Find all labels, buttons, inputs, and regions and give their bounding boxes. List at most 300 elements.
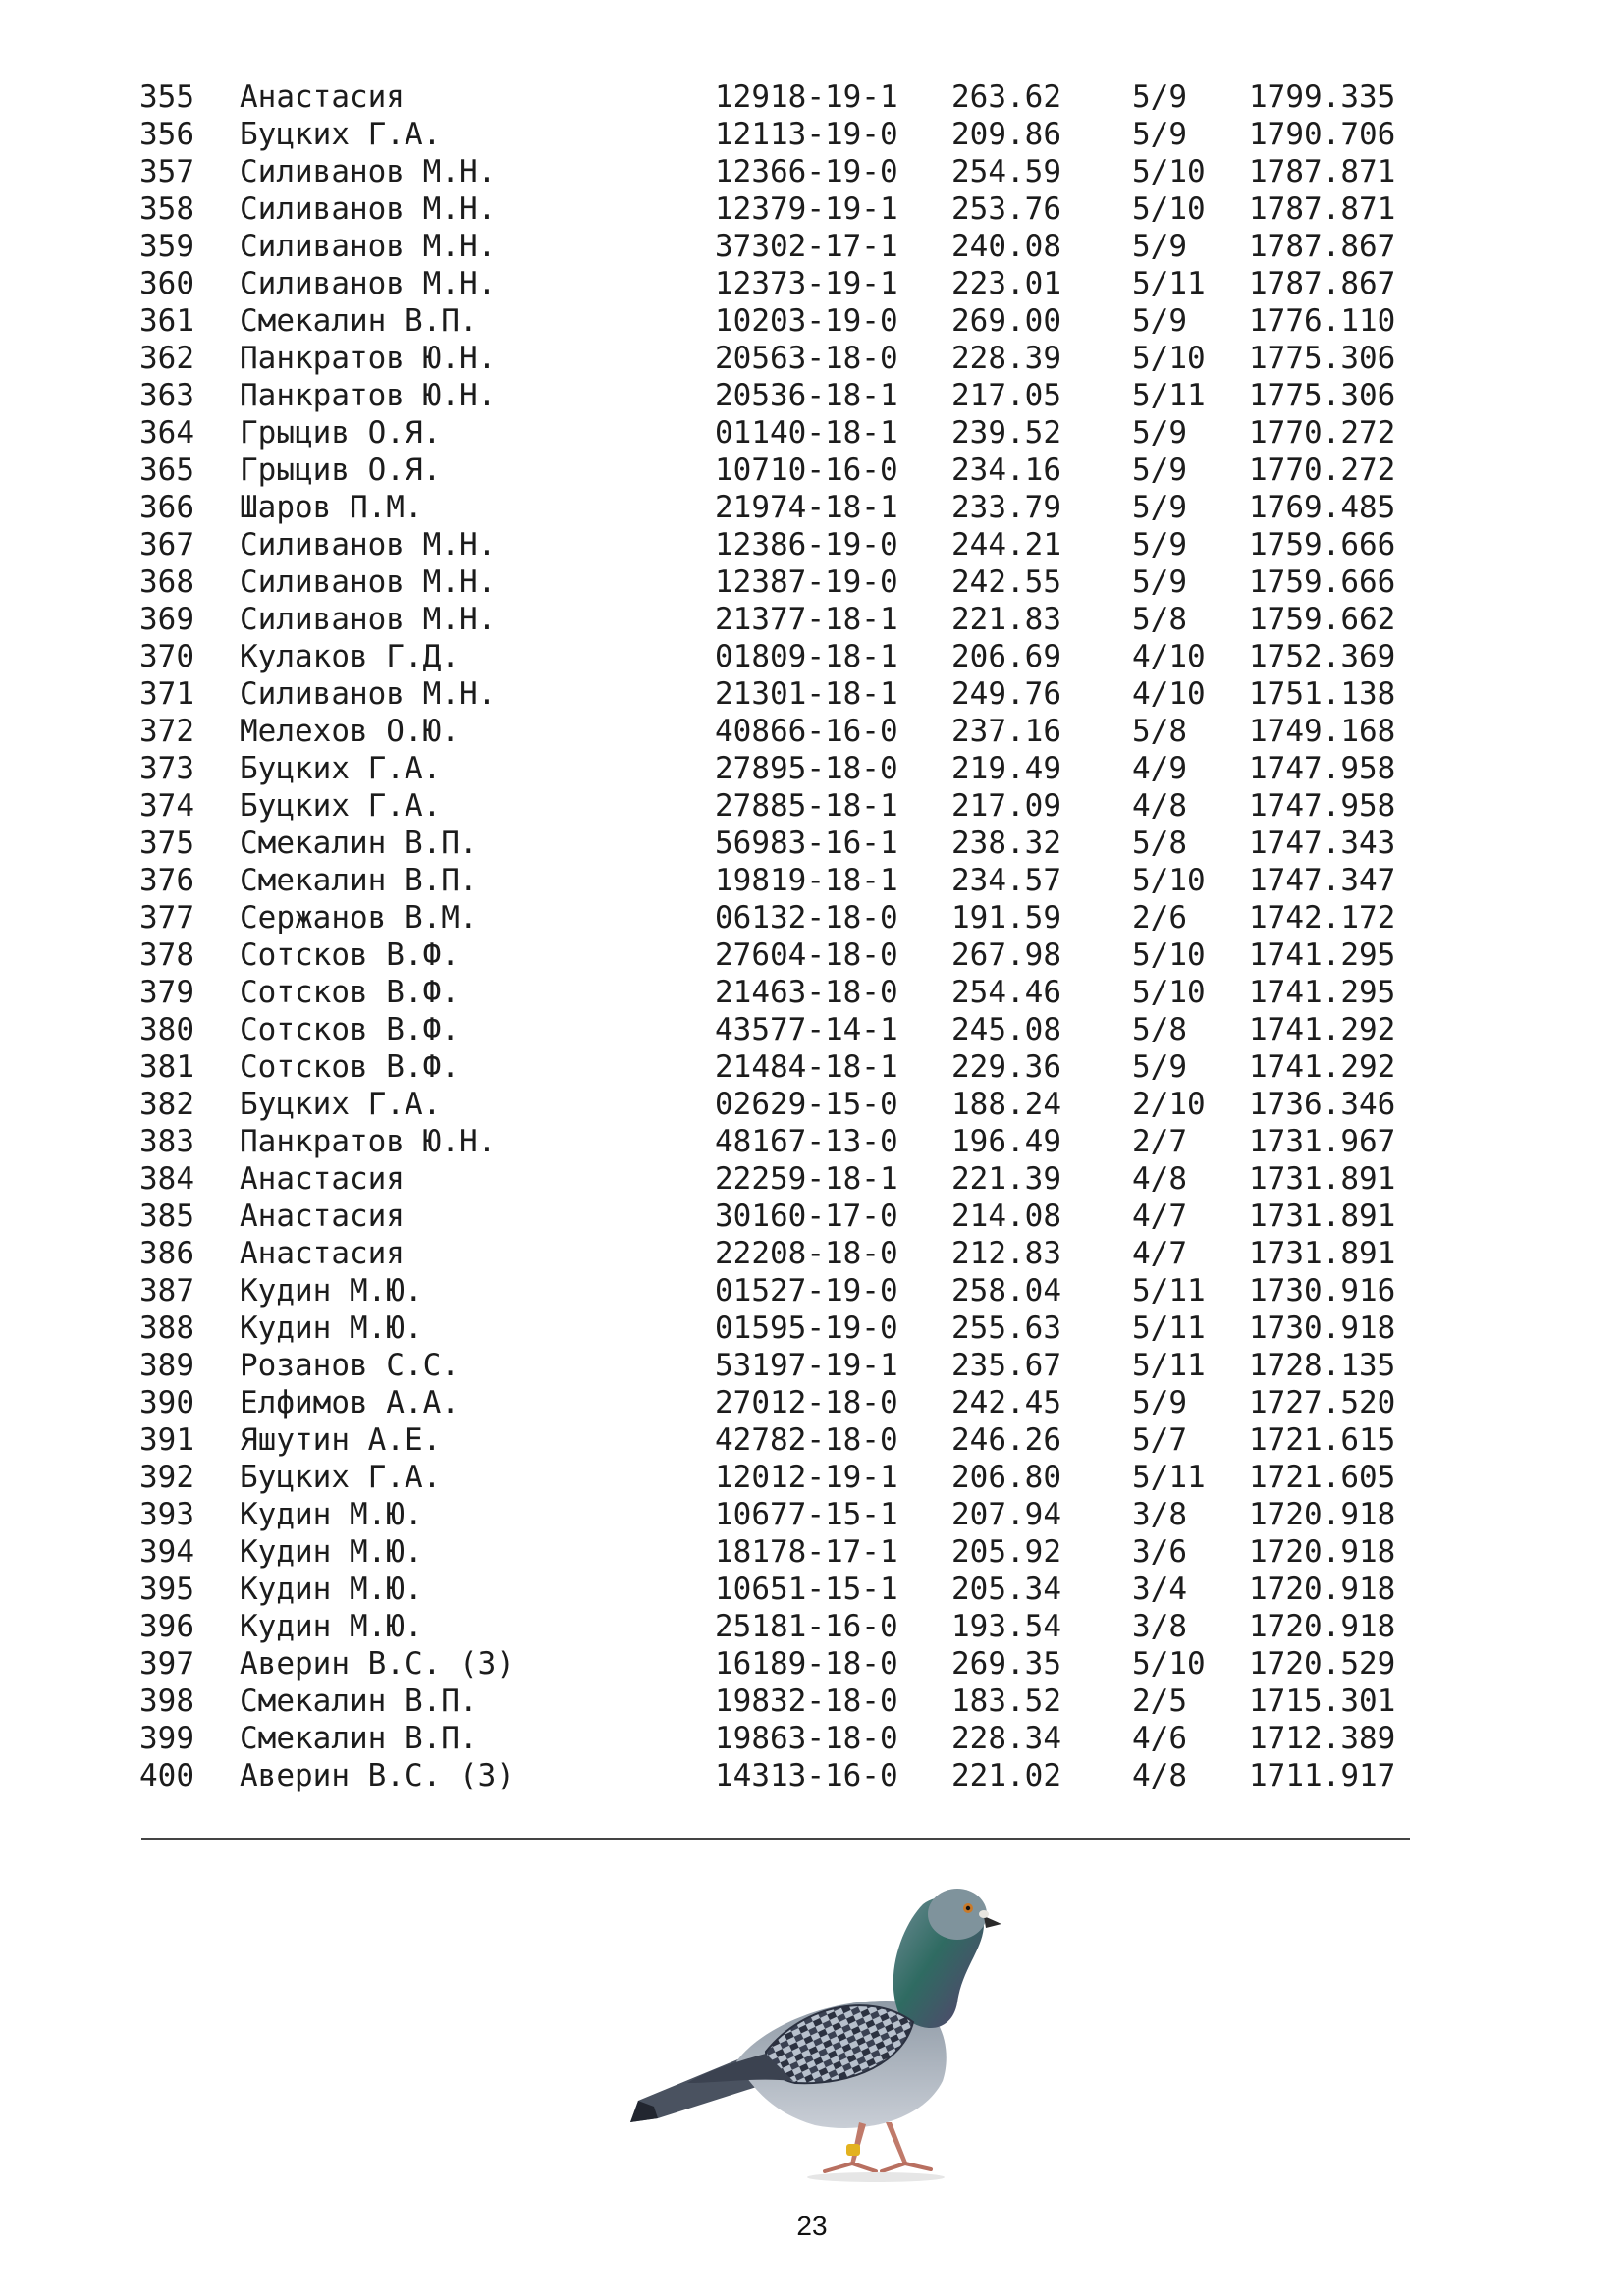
row-count: 4/6 xyxy=(1132,1721,1187,1756)
row-distance: 219.49 xyxy=(951,751,1061,786)
row-name: Силиванов М.Н. xyxy=(240,527,497,562)
row-distance: 269.00 xyxy=(951,303,1061,339)
row-distance: 242.45 xyxy=(951,1385,1061,1420)
row-place: 371 xyxy=(139,676,194,712)
row-place: 367 xyxy=(139,527,194,562)
row-ring: 14313-16-0 xyxy=(715,1758,898,1793)
row-ring: 10710-16-0 xyxy=(715,453,898,488)
row-count: 5/9 xyxy=(1132,527,1187,562)
row-place: 357 xyxy=(139,154,194,189)
row-score: 1731.967 xyxy=(1249,1124,1396,1159)
row-place: 375 xyxy=(139,826,194,861)
row-count: 5/9 xyxy=(1132,453,1187,488)
row-ring: 19863-18-0 xyxy=(715,1721,898,1756)
row-distance: 246.26 xyxy=(951,1422,1061,1458)
row-name: Сотсков В.Ф. xyxy=(240,1049,460,1085)
table-row xyxy=(139,79,1416,116)
row-distance: 207.94 xyxy=(951,1497,1061,1532)
row-count: 4/8 xyxy=(1132,1161,1187,1197)
row-score: 1752.369 xyxy=(1249,639,1396,674)
row-count: 5/8 xyxy=(1132,826,1187,861)
row-ring: 27012-18-0 xyxy=(715,1385,898,1420)
row-count: 2/5 xyxy=(1132,1683,1187,1719)
row-name: Шаров П.М. xyxy=(240,490,423,525)
row-distance: 242.55 xyxy=(951,564,1061,600)
row-ring: 02629-15-0 xyxy=(715,1087,898,1122)
row-distance: 228.39 xyxy=(951,341,1061,376)
row-distance: 238.32 xyxy=(951,826,1061,861)
row-distance: 212.83 xyxy=(951,1236,1061,1271)
table-row xyxy=(139,1533,1416,1571)
row-name: Аверин В.С. (З) xyxy=(240,1646,514,1682)
row-score: 1711.917 xyxy=(1249,1758,1396,1793)
row-ring: 21484-18-1 xyxy=(715,1049,898,1085)
table-row xyxy=(139,1757,1416,1794)
row-count: 5/9 xyxy=(1132,490,1187,525)
row-distance: 263.62 xyxy=(951,80,1061,115)
row-place: 385 xyxy=(139,1199,194,1234)
row-distance: 245.08 xyxy=(951,1012,1061,1047)
row-count: 5/10 xyxy=(1132,937,1206,973)
row-score: 1742.172 xyxy=(1249,900,1396,935)
row-name: Сержанов В.М. xyxy=(240,900,478,935)
row-name: Елфимов А.А. xyxy=(240,1385,460,1420)
row-count: 5/10 xyxy=(1132,975,1206,1010)
row-score: 1749.168 xyxy=(1249,714,1396,749)
row-name: Грыцив О.Я. xyxy=(240,415,442,451)
row-ring: 10203-19-0 xyxy=(715,303,898,339)
row-ring: 01595-19-0 xyxy=(715,1310,898,1346)
row-distance: 234.16 xyxy=(951,453,1061,488)
row-distance: 221.83 xyxy=(951,602,1061,637)
row-distance: 240.08 xyxy=(951,229,1061,264)
row-score: 1741.295 xyxy=(1249,975,1396,1010)
table-row xyxy=(139,787,1416,825)
row-count: 5/8 xyxy=(1132,1012,1187,1047)
table-row xyxy=(139,116,1416,153)
row-place: 400 xyxy=(139,1758,194,1793)
row-distance: 254.46 xyxy=(951,975,1061,1010)
row-score: 1747.958 xyxy=(1249,788,1396,824)
row-count: 2/7 xyxy=(1132,1124,1187,1159)
row-name: Анастасия xyxy=(240,1236,405,1271)
table-row xyxy=(139,1160,1416,1198)
row-count: 2/10 xyxy=(1132,1087,1206,1122)
row-distance: 267.98 xyxy=(951,937,1061,973)
row-ring: 19832-18-0 xyxy=(715,1683,898,1719)
row-score: 1720.918 xyxy=(1249,1572,1396,1607)
table-row xyxy=(139,1384,1416,1421)
row-score: 1727.520 xyxy=(1249,1385,1396,1420)
row-distance: 258.04 xyxy=(951,1273,1061,1308)
row-score: 1759.666 xyxy=(1249,527,1396,562)
row-place: 387 xyxy=(139,1273,194,1308)
row-place: 378 xyxy=(139,937,194,973)
row-place: 381 xyxy=(139,1049,194,1085)
row-count: 5/8 xyxy=(1132,714,1187,749)
table-row xyxy=(139,414,1416,452)
row-count: 5/9 xyxy=(1132,1385,1187,1420)
row-ring: 10677-15-1 xyxy=(715,1497,898,1532)
row-distance: 233.79 xyxy=(951,490,1061,525)
results-list xyxy=(139,79,1416,1794)
table-row xyxy=(139,1048,1416,1086)
table-row xyxy=(139,1645,1416,1682)
row-count: 5/11 xyxy=(1132,1348,1206,1383)
row-place: 398 xyxy=(139,1683,194,1719)
divider-line xyxy=(141,1838,1410,1840)
table-row xyxy=(139,1720,1416,1757)
table-row xyxy=(139,1123,1416,1160)
table-row xyxy=(139,974,1416,1011)
table-row xyxy=(139,750,1416,787)
row-score: 1769.485 xyxy=(1249,490,1396,525)
row-place: 379 xyxy=(139,975,194,1010)
row-score: 1790.706 xyxy=(1249,117,1396,152)
row-score: 1759.662 xyxy=(1249,602,1396,637)
row-name: Панкратов Ю.Н. xyxy=(240,341,497,376)
row-score: 1776.110 xyxy=(1249,303,1396,339)
row-place: 377 xyxy=(139,900,194,935)
row-score: 1741.292 xyxy=(1249,1012,1396,1047)
row-count: 4/10 xyxy=(1132,639,1206,674)
row-score: 1720.918 xyxy=(1249,1534,1396,1570)
row-ring: 48167-13-0 xyxy=(715,1124,898,1159)
table-row xyxy=(139,265,1416,302)
row-name: Грыцив О.Я. xyxy=(240,453,442,488)
row-distance: 188.24 xyxy=(951,1087,1061,1122)
row-name: Смекалин В.П. xyxy=(240,863,478,898)
row-ring: 19819-18-1 xyxy=(715,863,898,898)
row-name: Розанов С.С. xyxy=(240,1348,460,1383)
table-row xyxy=(139,228,1416,265)
table-row xyxy=(139,862,1416,899)
row-ring: 16189-18-0 xyxy=(715,1646,898,1682)
row-ring: 12012-19-1 xyxy=(715,1460,898,1495)
row-score: 1712.389 xyxy=(1249,1721,1396,1756)
row-name: Буцких Г.А. xyxy=(240,751,442,786)
row-ring: 21377-18-1 xyxy=(715,602,898,637)
row-name: Смекалин В.П. xyxy=(240,826,478,861)
row-distance: 221.02 xyxy=(951,1758,1061,1793)
row-score: 1720.529 xyxy=(1249,1646,1396,1682)
row-distance: 253.76 xyxy=(951,191,1061,227)
row-ring: 56983-16-1 xyxy=(715,826,898,861)
row-ring: 10651-15-1 xyxy=(715,1572,898,1607)
row-ring: 30160-17-0 xyxy=(715,1199,898,1234)
row-ring: 22208-18-0 xyxy=(715,1236,898,1271)
row-count: 5/11 xyxy=(1132,1310,1206,1346)
row-name: Буцких Г.А. xyxy=(240,1087,442,1122)
row-place: 359 xyxy=(139,229,194,264)
row-distance: 206.80 xyxy=(951,1460,1061,1495)
row-name: Буцких Г.А. xyxy=(240,788,442,824)
row-count: 2/6 xyxy=(1132,900,1187,935)
row-score: 1731.891 xyxy=(1249,1236,1396,1271)
row-score: 1731.891 xyxy=(1249,1199,1396,1234)
row-score: 1747.347 xyxy=(1249,863,1396,898)
row-place: 358 xyxy=(139,191,194,227)
row-count: 5/11 xyxy=(1132,1273,1206,1308)
row-name: Силиванов М.Н. xyxy=(240,154,497,189)
row-score: 1759.666 xyxy=(1249,564,1396,600)
row-place: 376 xyxy=(139,863,194,898)
row-score: 1787.867 xyxy=(1249,266,1396,301)
row-score: 1721.615 xyxy=(1249,1422,1396,1458)
row-place: 372 xyxy=(139,714,194,749)
row-name: Смекалин В.П. xyxy=(240,1721,478,1756)
table-row xyxy=(139,153,1416,190)
row-place: 362 xyxy=(139,341,194,376)
row-count: 5/9 xyxy=(1132,80,1187,115)
table-row xyxy=(139,1086,1416,1123)
row-place: 368 xyxy=(139,564,194,600)
row-place: 369 xyxy=(139,602,194,637)
table-row xyxy=(139,1309,1416,1347)
row-ring: 18178-17-1 xyxy=(715,1534,898,1570)
row-score: 1787.871 xyxy=(1249,154,1396,189)
table-row xyxy=(139,825,1416,862)
row-count: 4/7 xyxy=(1132,1236,1187,1271)
row-ring: 21301-18-1 xyxy=(715,676,898,712)
row-name: Панкратов Ю.Н. xyxy=(240,378,497,413)
row-ring: 01140-18-1 xyxy=(715,415,898,451)
table-row xyxy=(139,713,1416,750)
row-ring: 53197-19-1 xyxy=(715,1348,898,1383)
row-name: Мелехов О.Ю. xyxy=(240,714,460,749)
row-count: 5/11 xyxy=(1132,1460,1206,1495)
table-row xyxy=(139,489,1416,526)
table-row xyxy=(139,1272,1416,1309)
row-score: 1770.272 xyxy=(1249,453,1396,488)
row-score: 1747.343 xyxy=(1249,826,1396,861)
table-row xyxy=(139,1496,1416,1533)
row-place: 388 xyxy=(139,1310,194,1346)
row-distance: 228.34 xyxy=(951,1721,1061,1756)
table-row xyxy=(139,1011,1416,1048)
row-score: 1736.346 xyxy=(1249,1087,1396,1122)
row-distance: 254.59 xyxy=(951,154,1061,189)
row-ring: 12379-19-1 xyxy=(715,191,898,227)
row-score: 1730.916 xyxy=(1249,1273,1396,1308)
row-name: Анастасия xyxy=(240,1161,405,1197)
table-row xyxy=(139,601,1416,638)
row-distance: 217.05 xyxy=(951,378,1061,413)
row-place: 394 xyxy=(139,1534,194,1570)
row-ring: 27604-18-0 xyxy=(715,937,898,973)
row-score: 1730.918 xyxy=(1249,1310,1396,1346)
row-ring: 12386-19-0 xyxy=(715,527,898,562)
row-count: 4/8 xyxy=(1132,788,1187,824)
row-name: Силиванов М.Н. xyxy=(240,602,497,637)
row-name: Аверин В.С. (З) xyxy=(240,1758,514,1793)
row-score: 1721.605 xyxy=(1249,1460,1396,1495)
row-name: Сотсков В.Ф. xyxy=(240,1012,460,1047)
row-score: 1787.871 xyxy=(1249,191,1396,227)
row-name: Силиванов М.Н. xyxy=(240,191,497,227)
row-name: Панкратов Ю.Н. xyxy=(240,1124,497,1159)
row-place: 399 xyxy=(139,1721,194,1756)
row-place: 384 xyxy=(139,1161,194,1197)
row-count: 3/8 xyxy=(1132,1609,1187,1644)
row-distance: 239.52 xyxy=(951,415,1061,451)
row-count: 3/4 xyxy=(1132,1572,1187,1607)
row-distance: 223.01 xyxy=(951,266,1061,301)
row-ring: 22259-18-1 xyxy=(715,1161,898,1197)
row-place: 396 xyxy=(139,1609,194,1644)
row-count: 5/9 xyxy=(1132,564,1187,600)
row-count: 5/10 xyxy=(1132,863,1206,898)
row-place: 355 xyxy=(139,80,194,115)
row-distance: 193.54 xyxy=(951,1609,1061,1644)
row-count: 5/10 xyxy=(1132,1646,1206,1682)
table-row xyxy=(139,1608,1416,1645)
row-place: 382 xyxy=(139,1087,194,1122)
row-distance: 217.09 xyxy=(951,788,1061,824)
row-count: 5/10 xyxy=(1132,341,1206,376)
row-distance: 235.67 xyxy=(951,1348,1061,1383)
row-place: 366 xyxy=(139,490,194,525)
pigeon-icon xyxy=(619,1865,1031,2199)
row-place: 361 xyxy=(139,303,194,339)
row-distance: 206.69 xyxy=(951,639,1061,674)
row-count: 5/10 xyxy=(1132,154,1206,189)
row-place: 397 xyxy=(139,1646,194,1682)
row-ring: 06132-18-0 xyxy=(715,900,898,935)
table-row xyxy=(139,1571,1416,1608)
row-count: 5/9 xyxy=(1132,117,1187,152)
row-place: 386 xyxy=(139,1236,194,1271)
row-place: 391 xyxy=(139,1422,194,1458)
row-name: Кудин М.Ю. xyxy=(240,1310,423,1346)
row-ring: 12373-19-1 xyxy=(715,266,898,301)
row-name: Сотсков В.Ф. xyxy=(240,937,460,973)
row-score: 1741.292 xyxy=(1249,1049,1396,1085)
row-score: 1720.918 xyxy=(1249,1609,1396,1644)
row-place: 365 xyxy=(139,453,194,488)
row-name: Силиванов М.Н. xyxy=(240,229,497,264)
row-distance: 205.92 xyxy=(951,1534,1061,1570)
row-score: 1775.306 xyxy=(1249,341,1396,376)
row-name: Анастасия xyxy=(240,80,405,115)
row-count: 5/7 xyxy=(1132,1422,1187,1458)
row-name: Кудин М.Ю. xyxy=(240,1273,423,1308)
row-name: Сотсков В.Ф. xyxy=(240,975,460,1010)
table-row xyxy=(139,377,1416,414)
row-score: 1715.301 xyxy=(1249,1683,1396,1719)
row-count: 5/8 xyxy=(1132,602,1187,637)
row-ring: 01527-19-0 xyxy=(715,1273,898,1308)
row-ring: 27895-18-0 xyxy=(715,751,898,786)
row-place: 393 xyxy=(139,1497,194,1532)
row-name: Кулаков Г.Д. xyxy=(240,639,460,674)
row-place: 364 xyxy=(139,415,194,451)
table-row xyxy=(139,340,1416,377)
table-row xyxy=(139,1235,1416,1272)
row-score: 1770.272 xyxy=(1249,415,1396,451)
row-score: 1751.138 xyxy=(1249,676,1396,712)
row-count: 5/10 xyxy=(1132,191,1206,227)
row-place: 374 xyxy=(139,788,194,824)
table-row xyxy=(139,936,1416,974)
row-ring: 42782-18-0 xyxy=(715,1422,898,1458)
row-ring: 12113-19-0 xyxy=(715,117,898,152)
row-ring: 12366-19-0 xyxy=(715,154,898,189)
row-distance: 249.76 xyxy=(951,676,1061,712)
table-row xyxy=(139,190,1416,228)
row-distance: 269.35 xyxy=(951,1646,1061,1682)
row-distance: 191.59 xyxy=(951,900,1061,935)
row-ring: 21463-18-0 xyxy=(715,975,898,1010)
row-count: 5/9 xyxy=(1132,229,1187,264)
table-row xyxy=(139,675,1416,713)
row-place: 390 xyxy=(139,1385,194,1420)
row-count: 5/11 xyxy=(1132,266,1206,301)
row-name: Смекалин В.П. xyxy=(240,1683,478,1719)
row-ring: 21974-18-1 xyxy=(715,490,898,525)
table-row xyxy=(139,302,1416,340)
table-row xyxy=(139,638,1416,675)
row-score: 1720.918 xyxy=(1249,1497,1396,1532)
row-distance: 229.36 xyxy=(951,1049,1061,1085)
row-ring: 37302-17-1 xyxy=(715,229,898,264)
row-place: 389 xyxy=(139,1348,194,1383)
row-count: 4/7 xyxy=(1132,1199,1187,1234)
table-row xyxy=(139,1198,1416,1235)
table-row xyxy=(139,1459,1416,1496)
row-place: 360 xyxy=(139,266,194,301)
row-name: Анастасия xyxy=(240,1199,405,1234)
row-name: Яшутин А.Е. xyxy=(240,1422,442,1458)
row-ring: 20536-18-1 xyxy=(715,378,898,413)
row-distance: 183.52 xyxy=(951,1683,1061,1719)
row-place: 383 xyxy=(139,1124,194,1159)
row-score: 1787.867 xyxy=(1249,229,1396,264)
row-place: 363 xyxy=(139,378,194,413)
row-ring: 43577-14-1 xyxy=(715,1012,898,1047)
row-distance: 214.08 xyxy=(951,1199,1061,1234)
row-count: 3/8 xyxy=(1132,1497,1187,1532)
page-number: 23 xyxy=(796,2211,828,2241)
row-place: 373 xyxy=(139,751,194,786)
row-count: 4/10 xyxy=(1132,676,1206,712)
row-distance: 221.39 xyxy=(951,1161,1061,1197)
row-distance: 205.34 xyxy=(951,1572,1061,1607)
row-distance: 237.16 xyxy=(951,714,1061,749)
row-name: Силиванов М.Н. xyxy=(240,676,497,712)
row-ring: 25181-16-0 xyxy=(715,1609,898,1644)
row-score: 1747.958 xyxy=(1249,751,1396,786)
row-count: 3/6 xyxy=(1132,1534,1187,1570)
row-score: 1799.335 xyxy=(1249,80,1396,115)
row-count: 5/11 xyxy=(1132,378,1206,413)
row-name: Силиванов М.Н. xyxy=(240,564,497,600)
row-place: 370 xyxy=(139,639,194,674)
row-ring: 20563-18-0 xyxy=(715,341,898,376)
table-row xyxy=(139,563,1416,601)
row-count: 5/9 xyxy=(1132,303,1187,339)
row-ring: 12387-19-0 xyxy=(715,564,898,600)
row-count: 4/9 xyxy=(1132,751,1187,786)
row-name: Кудин М.Ю. xyxy=(240,1534,423,1570)
table-row xyxy=(139,899,1416,936)
row-ring: 12918-19-1 xyxy=(715,80,898,115)
row-ring: 01809-18-1 xyxy=(715,639,898,674)
row-distance: 234.57 xyxy=(951,863,1061,898)
row-score: 1731.891 xyxy=(1249,1161,1396,1197)
row-distance: 196.49 xyxy=(951,1124,1061,1159)
table-row xyxy=(139,1682,1416,1720)
